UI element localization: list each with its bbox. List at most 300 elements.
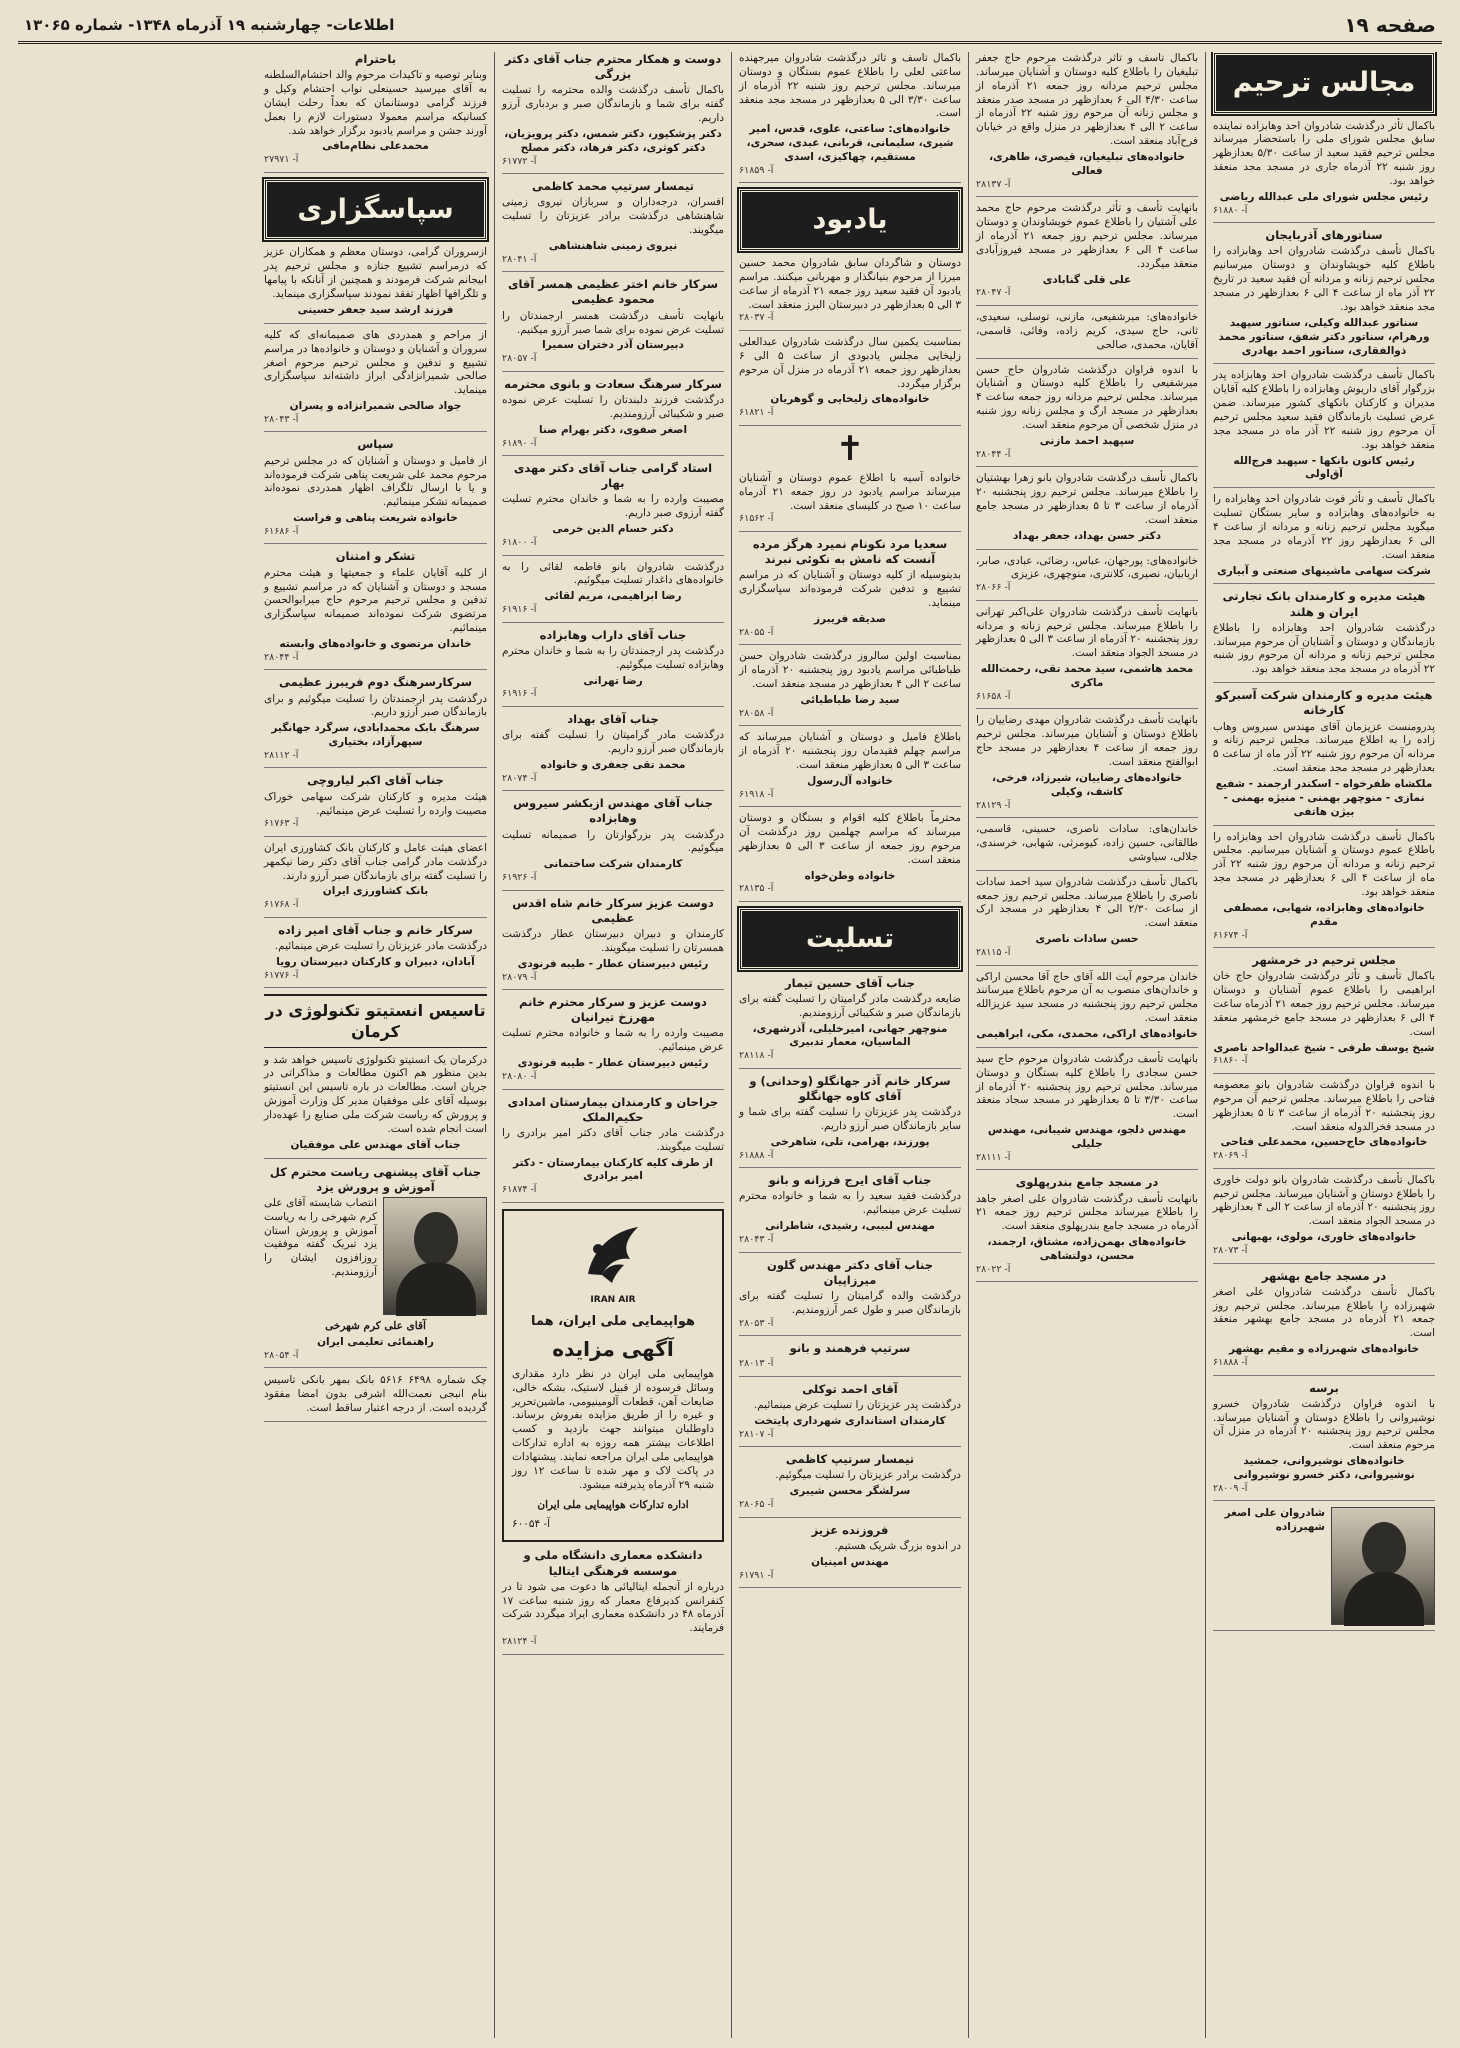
notice-body: بدینوسیله از کلیه دوستان و آشنایان که در مراسم تشییع و تدفین شرکت فرموده‌اند سپاسگزاری مینماید. [739,569,961,609]
notice-body: خانواده‌های: پورجهان، عباس، رضائی، عبادی، صابر، اربابیان، نصیری، کلانتری، منوچهری، عزیزی [976,554,1198,581]
notice-code: آ- ۲۸۰۶۵ [739,1499,774,1511]
notice-title: در مسجد جامع بهشهر [1261,1268,1387,1283]
masthead [18,10,1442,44]
notice-body: باکمال تأثر درگذشت شادروان احد وهابزاده نماینده سابق مجلس شورای ملی را باستحضار میرساند مجلس ترحیم فقید سعید از ساعت ۵/۳۰ بعدازظهر روز شنبه ۲۲ آذرماه جاری در مسجد مجد منعقد خواهد بود. [1213,119,1435,188]
notice-body: خانواده آسیه با اطلاع عموم دوستان و آشنایان میرساند مراسم یادبود در روز جمعه ۲۱ آذرماه ساعت ۱۰ صبح در کلیسای منعقد است. [739,471,961,512]
notice-title: تیمسار سرتیپ محمد کاظمی [532,179,694,194]
notice [1213,228,1435,364]
notice-title: سپاس [357,437,394,452]
notice-body: باکمال تأسف و تأثر درگذشت شادروان حاج خان ابراهیمی را باطلاع عموم آشنایان و دوستان میرساند. مجلس ترحیم روز جمعه ۲۱ آذرماه ساعت ۴ الی ۶ بعدازظهر در مسجد جامع خرمشهر منعقد است. [1213,970,1436,1038]
notice-body: بانهایت تأسف درگذشت شادروان علی اصغر جاهد را باطلاع میرساند مجلس ترحیم روز جمعه ۲۱ آذرماه در مسجد جامع بندرپهلوی منعقد است. [976,1192,1198,1233]
notice-signature: خانواده آل‌رسول [807,774,893,787]
notice-body: درگذشت پدر بزرگوارتان را صمیمانه تسلیت میگوئیم. [502,828,724,855]
notice-title: استاد گرامی جناب آقای دکتر مهدی بهار [513,461,713,491]
notice-code: آ- ۶۱۷۷۶ [264,969,299,981]
notice-signature: دبیرستان آذر دختران سمیرا [542,339,684,352]
notice-title: دوست و همکار محترم جناب آقای دکتر بزرگی [504,52,722,82]
notice-code: آ- ۶۱۸۶۰ [1213,1055,1248,1067]
notice-body: درگذشت پدر ارجمندتان را به شما و خاندان محترم وهابزاده تسلیت میگوئیم. [502,644,724,671]
notice-title: جناب آقای بهداد [567,711,659,726]
notice-signature: آبادان، دبیران و کارکنان دبیرستان رویا [276,955,475,968]
notice-code: آ- ۲۸۱۱۸ [739,1050,774,1062]
section-banner-sepas: سپاسگزاری [264,179,487,241]
notice-signature: مهندس امینیان [811,1555,889,1568]
notice-code: آ- ۲۸۰۲۲ [976,1263,1011,1275]
notice-title: جناب آقای پیشنهی ریاست محترم کل آموزش و پرورش یزد [269,1164,482,1194]
notice-code: آ- ۶۱۶۷۴ [1213,929,1248,941]
homa-logo-icon [568,1219,658,1289]
notice-title: هیئت مدیره و کارمندان بانک تجارتی ایران و هلند [1222,589,1426,619]
notice-signature: نیروی زمینی شاهنشاهی [548,239,678,252]
notice-signature: دکتر حسن بهداد، جعفر بهداد [1012,529,1162,542]
notice-body: ضایعه درگذشت مادر گرامیتان را تسلیت گفته برای بازماندگان صبر و شکیبائی آرزومندیم. [739,992,961,1019]
notice-signature: پورزند، بهرامی، تلی، شاهرخی [770,1135,930,1148]
notice [1213,1174,1435,1264]
notice-signature: رئیس دبیرستان عطار - طیبه فرنودی [517,957,709,970]
notice-title: باحترام [354,52,397,66]
notice [976,823,1198,871]
notice-signature: رضا ابراهیمی، مریم لقائی [544,590,682,603]
notice-signature: مهندس لبیبی، رشیدی، شاطرانی [765,1220,935,1233]
notice-code: آ- ۶۱۸۸۰ [1213,204,1248,216]
notice [976,606,1198,710]
notice-signature: محمدعلی نظام‌مافی [322,140,429,153]
notice-body: درگذشت پدر عزیزتان را تسلیت عرض مینمائیم. [753,1398,961,1411]
notice [1213,369,1435,488]
notice-body: انتصاب شایسته آقای علی کرم شهرخی را به ریاست آموزش و پرورش استان یزد تبریک گفته موفقیت روزافزون ایشان را آرزومندیم. [264,1196,377,1279]
notice-code: آ- ۶۱۷۹۱ [739,1569,774,1581]
notice-code: آ- ۶۱۷۶۸ [264,899,299,911]
notice-body: درگذشت مادر جناب آقای دکتر امیر برادری را تسلیت میگویند. [502,1126,724,1153]
notice-list [502,52,724,1203]
notice-title: در مسجد جامع بندرپهلوی [1015,1175,1159,1190]
notice-body: اعضای هیئت عامل و کارکنان بانک کشاورزی ایران درگذشت مادر گرامی جناب آقای دکتر رضا نیکمهر را تسلیت گفته برای بازماندگان صبر آرزو دارند. [264,841,487,882]
notice-code: آ- ۲۸۰۴۳ [739,1233,774,1245]
notice-body: باکمال تأسف و تأثر درگذشت مرحوم حاج جعفر تبلیغیان را باطلاع کلیه دوستان و آشنایان میرساند. مجلس ترحیم مردانه روز جمعه ۲۱ آذرماه از ساعت ۴/۳۰ الی ۶ بعدازظهر در مسجد صدر منعقد و مجلس زنانه آن مرحوم روز شنبه ۲۲ آذرماه از ساعت ۲ الی ۴ بعدازظهر در منزل واقع در خیابان فرح‌آباد منعقد است. [976,52,1198,148]
notice-body: باکمال تأسف درگذشت شادروان احد وهابزاده را باطلاع کلیه خویشاوندان و دوستان میرسانیم مجلس ترحیم زنانه و مردانه آن فقید سعید در تاریخ ۲۲ آذر ماه از ساعت ۴ الی ۶ بعدازظهر در مسجد مجد منعقد خواهد بود. [1213,245,1435,313]
notice [976,971,1198,1048]
notice-code: آ- ۶۱۹۱۶ [502,604,537,616]
notice-code: آ- ۶۱۸۸۸ [1213,1357,1248,1369]
notice-signature: اصغر صفوی، دکتر بهرام صنا [538,423,688,436]
notice-code: آ- ۶۱۹۱۶ [502,688,537,700]
notice-body: خانواده‌های: میرشفیعی، مازنی، توسلی، سعیدی، ثانی، حاج سیدی، کریم زاده، وفائی، قاسمی، آقایان، محمدی، صالحی [976,310,1198,351]
notice-title: هیئت مدیره و کارمندان شرکت آسبرکو کارخانه [1215,688,1433,718]
notice-code: آ- ۲۸۰۸۰ [502,1071,537,1082]
notice-body: خاندان‌های: سادات ناصری، حسینی، قاسمی، طالقانی، حسین زاده، کیومرثی، شهابی، خرسندی، جلالی، سیاوشی [976,823,1198,863]
notice-signature: سرلشگر محسن شیبری [789,1485,911,1498]
notice-signature: علی قلی گنابادی [1042,273,1132,286]
notice [739,537,961,645]
notice-code: آ- ۲۸۱۲۹ [976,799,1011,811]
notice [502,277,724,371]
notice-title: سرکارسرهنگ دوم فریبرز عظیمی [278,675,473,690]
notice-title: جناب آقای داراب وهابزاده [539,627,687,642]
notice-body: درگذشت مادر عزیزتان را تسلیت عرض مینمائیم. [274,940,487,953]
column-4 [494,52,731,2038]
notice-body: درگذشت والده گرامیتان را تسلیت گفته برای بازماندگان صبر و طول عمر آرزومندیم. [739,1289,961,1316]
notice-signature: خانواده‌های حاج‌حسین، محمدعلی فتاحی [1220,1136,1428,1149]
notice-code: آ- ۲۸۰۴۳ [264,413,299,425]
notice-code: آ- ۲۸۰۴۷ [976,287,1011,299]
notice-signature: بانک کشاورزی ایران [322,885,429,898]
notice-body: محترماً باطلاع کلیه اقوام و بستگان و دوستان میرساند که مراسم چهلمین روز درگذشت آن مرحوم روز جمعه از ساعت ۳ الی ۵ بعدازظهر منعقد است. [739,812,961,866]
notice [502,461,724,555]
notice-code: آ- ۶۱۸۹۰ [502,437,537,449]
notice-body: درگذشت پدر ارجمندتان را تسلیت میگوئیم و برای بازماندگان صبر آرزو داریم. [264,692,487,719]
notice-body: بمناسبت یکمین سال درگذشت شادروان عبدالعلی زلیخایی مجلس یادبودی از ساعت ۵ الی ۶ بعدازظهر روز جمعه ۲۱ آذرماه در منزل آن مرحوم برگزار میگردد. [739,336,961,390]
notice-signature: سپهبد احمد مازنی [1039,434,1135,447]
notice-body: باکمال تأسف درگذشت شادروان بانو دولت خاوری را باطلاع دوستان و آشنایان میرساند. مجلس ترحیم روز پنجشنبه ۲۰ آذرماه از ساعت ۲ الی ۴ بعدازظهر در مسجد الجواد منعقد است. [1213,1173,1435,1228]
notice [264,52,487,173]
notice-signature: خانواده وطن‌خواه [804,869,896,882]
portrait-block [1213,1507,1435,1631]
notice-signature: صدیقه فریبرز [814,612,886,625]
notice [739,336,961,426]
notice-title: جناب آقای مهندس ازبکشر سیروس وهابزاده [513,796,713,826]
notice-code: آ- ۶۱۸۲۱ [739,407,774,419]
notice [264,549,487,670]
notice-code: آ- ۲۸۱۲۴ [502,1636,537,1648]
newspaper-page [18,10,1442,2038]
notice-body: با اندوه فراوان درگذشت شادروان خسرو نوشیروانی را باطلاع دوستان و آشنایان میرساند. مجلس ترحیم روز پنجشنبه ۲۰ آذرماه در منزل آن مرحوم منعقد است. [1213,1397,1435,1452]
notice [976,472,1198,549]
notice-body: در اندوه بزرگ شریک هستیم. [834,1539,961,1552]
notice-title: مجلس ترحیم در خرمشهر [1252,953,1396,968]
notice-signature: کارمندان شرکت ساختمانی [543,858,683,871]
notice-list [1213,120,1435,1502]
columns [18,52,1442,2038]
notice-body: درگذشت پدر عزیزتان را تسلیت گفته برای شما و سایر بازماندگان صبر آرزو داریم. [739,1106,961,1132]
notice [739,1258,961,1337]
notice-signature: دکتر پزشکپور، دکتر شمس، دکتر پرویزیان، دکتر کوثری، دکتر فرهاد، دکتر مصلح [504,127,722,154]
notice-signature: شیخ یوسف طرفی - شیخ عبدالواحد ناصری [1213,1041,1435,1054]
notice-body: بمناسبت اولین سالروز درگذشت شادروان حسن طباطبائی مراسم یادبود روز پنجشنبه ۲۰ آذرماه از ساعت ۲ الی ۴ بعدازظهر در مسجد منعقد است. [739,650,961,690]
portrait-caption: شادروان علی اصغر شهبرزاده [1224,1507,1325,1534]
notice-signature: کارمندان استانداری شهرداری پایتخت [754,1414,946,1427]
notice-signature: محمد هاشمی، سید محمد تقی، رحمت‌الله ماکری [980,663,1194,690]
bank-notice [264,1374,487,1422]
ad-signature: اداره تدارکات هواپیمایی ملی ایران [537,1498,689,1511]
notice-body: باکمال تأسف و تأثر درگذشت شادروان میرجهنده ساعتی لعلی را باطلاع عموم بستگان و دوستان میرساند. مجلس ترحیم روز شنبه ۲۲ آذرماه از ساعت ۳/۳۰ الی ۵ بعدازظهر در مسجد مجد منعقد است. [739,52,961,120]
notice-code: آ- ۲۸۰۵۴ [264,1349,299,1361]
notice-signature: شرکت سهامی ماشینهای صنعتی و آبیاری [1217,564,1431,577]
notice [1213,493,1435,584]
notice-code: آ- ۶۱۶۵۸ [976,690,1011,702]
notice-body: کارمندان و دبیران دبیرستان عطار درگذشت همسرتان را تسلیت میگویند. [502,927,724,954]
notice [1213,688,1435,825]
notice-body: درگذشت فرزند دلبندتان را تسلیت عرض نموده صبر و شکیبائی آرزومندیم. [502,393,724,420]
notice [739,1452,961,1517]
notice-title: جناب آقای حسین تیمار [785,975,915,990]
notice [976,1175,1198,1282]
notice-signature: خانواده‌های تبلیغیان، قیصری، طاهری، فعالی [989,151,1185,177]
notice-title: جناب آقای اکبر لیاروچی [307,773,444,788]
notice-body: چک شماره ۶۴۹۸ ۵۶۱۶ بانک بمهر بانکی تاسیس بنام انبجی نعمت‌الله اشرفی بدون امضا مفقود گردیده است. از درجه اعتبار ساقط است. [264,1374,487,1414]
notice [502,628,724,707]
logo-caption: هواپیمایی ملی ایران، هما [530,1313,696,1329]
notice [1213,953,1435,1074]
notice-body: وبنابر توصیه و تاکیدات مرحوم والد احتشام‌السلطنه به آقای میرسید حسینعلی نواب احتشام وکیل و فرزند گرامی دوستانمان که بعداً رحلت ایشان کسانیکه مراسم معمولا دستورات لازم را بعمل آورند جشن و مراسم یادبود برگزار خواهد شد. [264,69,487,137]
notice [976,311,1198,359]
notice-code: آ- ۲۸۱۱۱ [976,1151,1011,1163]
notice-signature: از طرف کلیه کارکنان بیمارستان - دکتر امیر برادری [512,1156,714,1183]
notice [739,257,961,331]
notice-code: آ- ۲۸۰۵۵ [739,626,774,638]
notice-signature: دکتر حسام الدین خرمی [552,523,674,536]
notice-code: آ- ۲۸۱۳۷ [976,178,1011,190]
column-1 [1205,52,1442,2038]
notice [976,52,1198,197]
notice [739,1382,961,1447]
notice-title: فروزنده عزیز [811,1522,889,1537]
notice-signature: خانواده‌های نوشیروانی، جمشید نوشیروانی، دکتر خسرو نوشیروانی [1233,1455,1415,1482]
notice-code: آ- ۲۸۰۶۶ [976,582,1011,594]
notice-signature: خانواده‌های وهابزاده، شهابی، مصطفی مقدم [1223,901,1425,928]
notice-body: ازسروران گرامی، دوستان معظم و همکاران عزیز که درمراسم تشییع جنازه و مجلس ترحیم پدر ابیجانم شرکت فرمودند و همچنین از آنانکه با پیامها و تلگرافها اظهار تفقد نمودند سپاسگزاری مینماید. [264,246,487,301]
notice-body: افسران، درجه‌داران و سربازان نیروی زمینی شاهنشاهی درگذشت برادر عزیزتان را تسلیت میگویند. [502,196,724,237]
ad-code: آ- ۶۰۰۵۴ [512,1518,551,1531]
notice [976,876,1198,966]
notice-body: هیئت مدیره و کارکنان شرکت سهامی خوراک مصیبت وارده را تسلیت عرض مینمائیم. [264,790,487,817]
notice-code: آ- ۶۱۹۲۶ [502,872,537,884]
notice-code: آ- ۲۸۱۳۵ [739,883,774,895]
notice-title: سرکار سرهنگ سعادت و بانوی محترمه [504,376,722,391]
notice [502,1095,724,1203]
notice-body: درگذشت شادروان احد وهابزاده را باطلاع بازماندگان و دوستان و آشنایان آن مرحوم میرساند. مجلس ترحیم زنانه و مردانه آن مرحوم روز شنبه ۲۲ آذرماه در مسجد مجد منعقد خواهد بود. [1213,621,1435,676]
notice [739,1341,961,1377]
notice-code: آ- ۲۷۹۷۱ [264,154,299,166]
notice-list [739,52,961,183]
notice [1213,831,1435,949]
notice [264,842,487,918]
cross-icon: ✝ [835,428,865,469]
notice [739,1074,961,1168]
notice-code: آ- ۲۸۰۳۷ [739,312,774,324]
notice-list [264,52,487,173]
notice-signature: خانواده‌های رضاییان، شیرزاد، فرخی، کاشف، وکیلی [991,771,1183,798]
article-signature: جناب آقای مهندس علی موفقیان [290,1138,461,1151]
notice-code: آ- ۲۸۱۱۲ [264,749,299,761]
column-2 [968,52,1205,2038]
notice-code: آ- ۲۸۱۰۷ [739,1428,774,1440]
logo-latin-text: IRAN AIR [590,1294,636,1305]
airline-auction-ad [502,1209,724,1542]
university-notice [502,1548,724,1654]
notice-code: آ- ۲۸۰۵۸ [739,707,774,719]
notice [502,52,724,174]
notice-body: باکمال تأسف درگذشت والده محترمه را تسلیت گفته برای شما و بازماندگان صبر و بردباری آرزو داریم. [502,84,724,125]
portrait-photo [1331,1507,1435,1625]
notice-body: از فامیل و دوستان و آشنایان که در مجلس ترحیم مرحوم محمد علی شریعت پناهی شرکت فرموده‌اند و یا با ارسال تلگراف اظهار همدردی نموده‌اند صمیمانه تشکر مینمائیم. [264,454,487,509]
notice-signature: فرزند ارشد سید جعفر حسینی [297,303,454,316]
notice-title: سرتیپ فرهمند و بانو [789,1341,911,1356]
notice-code: آ- ۶۱۸۰۰ [502,536,537,548]
notice-body: بانهایت تأسف درگذشت همسر ارجمندتان را تسلیت عرض نموده برای شما صبر آرزو میکنیم. [502,309,724,336]
notice [976,555,1198,601]
notice-signature: خاندان مرتضوی و خانواده‌های وابسته [279,637,472,650]
notice-body: با اندوه فراوان درگذشت شادروان حاج حسن میرشفیعی را باطلاع کلیه دوستان و آشنایان میرساند. مجلس ترحیم مردانه روز جمعه ساعت ۴ بعدازظهر در مسجد ارگ و مجلس زنانه روز شنبه در منزل شخصی آن مرحوم منعقد است. [976,363,1198,431]
notice-body: مصیبت وارده را به شما و خاندان محترم تسلیت گفته آرزوی صبر داریم. [502,493,724,520]
notice-list [264,246,487,988]
notice [1213,120,1435,224]
notice-list [739,257,961,426]
notice-signature: جواد صالحی شمیرانزاده و پسران [289,400,462,413]
notice [739,976,961,1069]
notice-body: باکمال تأسف درگذشت شادروان احد وهابزاده پدر بزرگوار آقای داریوش وهابزاده را باطلاع کلیه آقایان مدیران و کارکنان بانکهای کشور میرساند. ضمن عرض تسلیت بازماندگان فقید سعید مجلس ترحیم آن مرحوم روز شنبه ۲۲ آذر ماه در مسجد مجد منعقد خواهد بود. [1213,369,1435,451]
notice-code: آ- ۶۱۸۸۸ [739,1149,774,1161]
notice-body: پدرومنست عزیزمان آقای مهندس سیروس وهاب زاده را به اطلاع میرساند. مجلس ترحیم زنانه و مردانه آن مرحوم روز شنبه ۲۲ آذر ماه از ساعت ۵ بعدازظهر در مسجد مجد منعقد است. [1213,720,1435,775]
notice [739,650,961,726]
notice [739,1523,961,1588]
notice-signature: مهندس دلجو، مهندس شیبانی، مهندس جلیلی [987,1124,1187,1150]
notice-signature: سرهنگ بابک محمدابادی، سرگرد جهانگیر سپهرآزاد، بختیاری [271,722,480,749]
notice [976,202,1198,306]
ad-title: آگهی مزایده [552,1336,674,1361]
notice-title: دوست عزیز سرکار خانم شاه اقدس عظیمی [512,895,714,925]
notice [502,995,724,1089]
notice-signature: رئیس دبیرستان عطار - طیبه فرنودی [517,1057,709,1070]
appointment-notice [264,1165,487,1369]
notice-signature: منوچهر جهانی، امیرخلیلی، آذرشهری، الماسیان، معمار تدبیری [752,1022,948,1049]
notice-code: آ- ۲۸۰۱۳ [739,1358,774,1370]
notice-title: سعدیا مرد نکونام نمیرد هرگز مرده آنست که نامش به نکوئی نبرند [752,536,948,567]
issue-line: اطلاعات- چهارشنبه ۱۹ آذرماه ۱۳۴۸- شماره ۱۳۰۶۵ [24,15,395,34]
notice [264,675,487,768]
notice-code: آ- ۲۸۰۴۴ [264,651,299,663]
notice-body: درگذشت برادر عزیزتان را تسلیت میگوئیم. [775,1469,961,1482]
notice-signature: خانواده‌های خاوری، مولوی، بهبهانی [1231,1231,1417,1244]
notice [739,1173,961,1252]
notice-code: آ- ۲۸۰۰۹ [1213,1482,1248,1494]
notice-signature: خانواده‌های: ساعتی، علوی، قدس، امیر شیری، سلیمانی، قربانی، عبدی، سحری، مستقیم، چهاکیزی، اسدی [746,123,954,164]
notice [976,1053,1198,1171]
notice-body: درگذشت مادر گرامیتان را تسلیت گفته برای بازماندگان صبر آرزو داریم. [502,729,724,755]
section-banner-yadbood: یادبود [739,189,961,251]
notice [739,472,961,532]
article-body: درکرمان یک انستیتو تکنولوژی تاسیس خواهد شد و بدین منظور هم اکنون مطالعات و مذاکراتی در جریان است. مطالعات در باره تاسیس این انستیتو بوسیله آقای علی موفقیان مدیر کل وزارت آموزش و پرورش که ریاست شرکت ملی صنایع را عهده‌دار است انجام شده است. [264,1053,487,1135]
notice-code: آ- ۶۱۷۷۲ [502,155,537,167]
notice-code: آ- ۲۸۰۷۹ [502,971,537,983]
notice-list [739,976,961,1588]
notice-signature: محمد تقی جعفری و خانواده [540,758,686,771]
notice-body: خاندان مرحوم آیت الله آقای حاج آقا محسن اراکی و خاندان‌های منصوب به آن مرحوم باطلاع میرسانند مجلس ترحیم روز پنجشنبه در مسجد سید عزیزالله منعقد است. [976,970,1198,1025]
notice-body: بانهایت تأسف درگذشت شادروان مهدی رضاییان را باطلاع دوستان و آشنایان میرساند. مجلس ترحیم روز جمعه از ساعت ۴ بعدازظهر در مسجد حاج ابوالفتح منعقد است. [976,714,1198,769]
notice-signature: خانواده‌های بهمن‌زاده، مشتاق، ارجمند، محسن، دولتشاهی [987,1236,1187,1262]
notice-body: باکمال تأسف درگذشت شادروان احد وهابزاده را باطلاع عموم دوستان و آشنایان میرسانیم. مجلس ترحیم زنانه و مردانه آن مرحوم روز شنبه ۲۲ آذر ماه از ساعت ۴ الی ۶ بعدازظهر در مسجد مجد منعقد خواهد بود. [1213,830,1435,898]
notice-code: آ- ۶۱۶۸۶ [264,525,299,537]
notice-body: درباره از آنجمله ایتالیائی ها دعوت می شود تا در کنفرانس کدیرفاع معمار که روز شنبه ساعت ۱۷ آذرماه ۴۸ در دانشکده معماری ایراد میگردد شرکت فرمایند. [502,1580,725,1635]
portrait-caption: آقای علی کرم شهرخی [325,1319,426,1332]
notice-signature: رئیس مجلس شورای ملی عبدالله ریاضی [1219,190,1429,203]
notice-code: آ- ۲۸۱۱۵ [976,947,1011,959]
section-banner-tasliat: تسلیت [739,908,961,970]
column-5 [257,52,494,2038]
notice-list [739,472,961,902]
notice [739,812,961,902]
notice [502,796,724,890]
notice-body: باکمال تأسف درگذشت شادروان علی اصغر شهبرزاده را باطلاع میرساند. مجلس ترحیم روز جمعه ۲۱ آذرماه در مسجد جامع بهشهر منعقد است. [1213,1285,1436,1340]
notice-code: آ- ۲۸۰۶۹ [1213,1150,1248,1162]
notice-code: آ- ۶۱۷۶۳ [264,818,299,830]
notice-signature: سناتور عبدالله وکیلی، سناتور سپهبد ورهرام، سناتور دکتر شفق، سناتور محمد ذوالفقاری، سناتور احمد بهادری [1218,316,1430,357]
notice [264,773,487,836]
notice [502,712,724,791]
notice-code: آ- ۶۱۸۵۹ [739,164,774,176]
notice-code: آ- ۲۸۰۵۳ [739,1317,774,1329]
notice-title: سرکار خانم آذر جهانگلو (وحدانی) و آقای کاوه جهانگلو [749,1073,951,1103]
notice-title: جناب آقای ایرج فرزانه و بانو [768,1173,932,1188]
notice-title: سرکار خانم اختر عظیمی همسر آقای محمود عظیمی [507,277,719,307]
portrait-block [264,1197,487,1320]
notice [502,896,724,990]
notice-signature: خانواده‌های زلیخایی و گوهریان [770,393,930,406]
notice-body: مصیبت وارده را به شما و خانواده محترم تسلیت عرض مینمائیم. [502,1027,724,1054]
notice-title: برسه [1309,1380,1339,1395]
notice-body: از مراحم و همدردی های صمیمانه‌ای که کلیه سروران و آشنایان و دوستان و خانواده‌ها در مراسم تشییع و تدفین و مجلس ترحیم مرحوم اصغر صالحی شمیرانزادگی ابراز داشته‌اند سپاسگزاری مینماید. [264,328,487,397]
notice [502,377,724,456]
notice-code: آ- ۶۱۹۱۸ [739,788,774,800]
notice-code: آ- ۲۸۰۴۱ [502,253,537,265]
notice-title: سرکار خانم و جناب آقای امیر زاده [278,922,473,937]
notice-title: تشکر و امتنان [335,549,416,564]
portrait-photo [383,1197,487,1315]
notice-signature: حسن سادات ناصری [1035,933,1139,946]
notice-body: بانهایت تأسف درگذشت شادروان مرحوم حاج سید حسن سجادی را باطلاع کلیه بستگان و دوستان میرساند. مجلس ترحیم روز پنجشنبه ۲۰ آذرماه از ساعت ۳/۳۰ تا ۵ بعدازظهر در مسجد سجاد منعقد است. [976,1052,1198,1121]
notice-list [976,52,1198,1282]
notice-signature: خانواده شریعت پناهی و فراست [293,512,458,525]
notice-title: دانشکده معماری دانشگاه ملی و موسسه فرهنگی ایتالیا [523,1548,703,1578]
notice-title: آقای احمد توکلی [802,1381,898,1396]
notice-title: جناب آقای دکتر مهندس گلون میرزاپیان [767,1257,933,1287]
notice-body: با اندوه فراوان درگذشت شادروان بانو معصومه فتاحی را باطلاع میرساند. مجلس ترحیم آن مرحوم روز پنجشنبه ۲۰ آذرماه از ساعت ۳ تا ۵ بعدازظهر در مسجد فخرالدوله منعقد است. [1213,1078,1435,1133]
notice [502,179,724,272]
notice [739,731,961,807]
notice-body: بانهایت تأسف و تأثر درگذشت مرحوم حاج محمد علی آشتیان را باطلاع عموم خویشاوندان و دوستان میرساند. مجلس ترحیم روز جمعه ۲۱ آذرماه از ساعت ۴ الی ۶ بعدازظهر در مسجد فیروزآبادی منعقد میگردد. [976,202,1199,270]
institute-article [264,1054,487,1159]
notice-code: آ- ۲۸۰۴۴ [976,448,1011,460]
notice [264,246,487,323]
notice-title: سناتورهای آذربایجان [1265,228,1383,243]
notice [739,52,961,183]
notice [264,437,487,544]
notice-body: درگذشت شادروان بانو فاطمه لقائی را به خانواده‌های داغدار تسلیت میگوئیم. [502,560,724,587]
institute-headline: تاسیس انستیتو تکنولوژی در کرمان [264,994,487,1047]
notice-signature: رضا تهرانی [583,674,643,687]
notice-signature: راهنمائی تعلیمی ایران [317,1335,434,1348]
notice-body: درگذشت فقید سعید را به شما و خانواده محترم تسلیت عرض مینمائیم. [739,1190,961,1217]
notice-body: بانهایت تأسف درگذشت شادروان علی‌اکبر تهرانی را باطلاع میرساند. مجلس ترحیم زنانه و مردانه روز پنجشنبه ۲۰ آذرماه از ساعت ۳ الی ۵ بعدازظهر در مسجد الجواد منعقد است. [976,605,1198,660]
page-number: صفحه ۱۹ [1344,13,1436,38]
notice-title: تیمسار سرتیپ کاظمی [785,1452,915,1467]
notice [1213,1079,1435,1169]
notice-code: آ- ۶۱۵۶۲ [739,513,774,525]
notice [976,714,1198,818]
section-banner-majales: مجالس ترحیم [1213,52,1435,114]
notice-title: دوست عزیز و سرکار محترم خانم مهرزخ تیرانیان [519,995,707,1025]
notice [1213,1269,1435,1376]
notice-body: دوستان و شاگردان سابق شادروان محمد حسین میرزا از مرحوم بنیانگذار و مهربانی میکنند. مراسم یادبود آن فقید سعید روز جمعه ۲۱ آذرماه از ساعت ۳ الی ۵ بعدازظهر در دبیرستان البرز منعقد است. [739,257,962,311]
notice [264,329,487,433]
notice-body: باطلاع فامیل و دوستان و آشنایان میرساند که مراسم چهلم فقیدمان روز پنجشنبه ۲۰ آذرماه از ساعت ۳ الی ۵ بعدازظهر منعقد است. [739,731,962,771]
ad-body: هواپیمایی ملی ایران در نظر دارد مقداری وسائل فرسوده از قبیل لاستیک، بشکه خالی، ضایعات آهن، قطعات آلومینیومی، ماشین‌تحریر و غیره را از طریق مزایده بفروش برساند. داوطلبان میتوانند جهت بازدید و کسب اطلاعات بیشتر همه روزه به اداره تدارکات هواپیمایی ملی ایران مراجعه نمایند. پیشنهادات در پاکت لاک و مهر شده تا ساعت ۱۲ روز شنبه ۲۹ آذرماه پذیرفته میشود. [512,1367,714,1491]
notice [264,923,487,988]
notice-code: آ- ۲۸۰۷۳ [1213,1245,1248,1257]
notice-code: آ- ۲۸۰۵۷ [502,353,537,365]
notice-signature: خانواده‌های شهبرزاده و مقیم بهشهر [1228,1343,1420,1356]
notice-body: باکمال تأسف درگذشت شادروان بانو زهرا بهشتیان را باطلاع میرساند. مجلس ترحیم روز پنجشنبه ۲۰ آذرماه از ساعت ۳ تا ۵ بعدازظهر در مسجد جامع منعقد است. [976,472,1199,526]
column-3 [731,52,968,2038]
